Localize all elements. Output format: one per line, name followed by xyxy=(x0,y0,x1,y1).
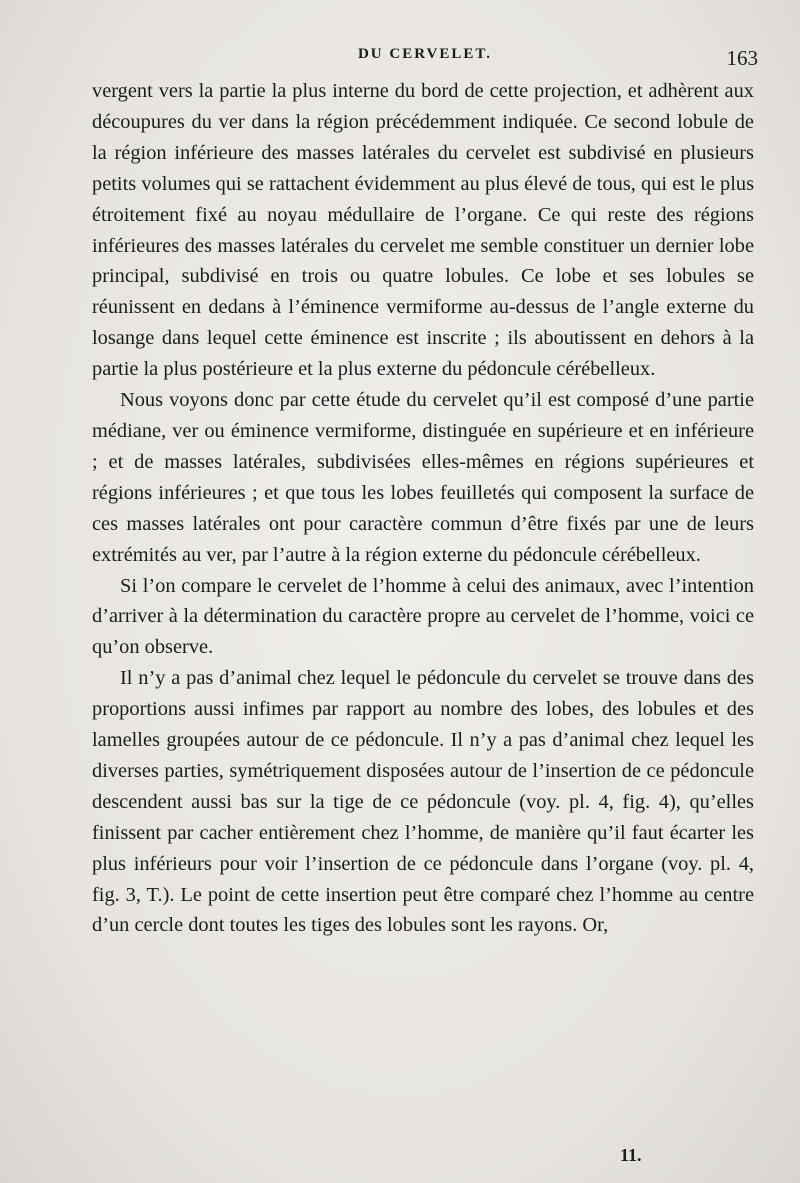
page-header xyxy=(92,46,758,74)
signature-mark: 11. xyxy=(620,1145,642,1165)
page-number: 163 xyxy=(726,46,758,70)
paragraph-1: vergent vers la partie la plus interne du bord de cette projection, et adhèrent aux découpures du ver dans la région précédemment indiquée. Ce second lobule de la région inférieure des masses latérales du cervelet est subdivisé en plusieurs petits volumes qui se rattachent évidemment au plus élevé de tous, qui est le plus étroitement fixé au noyau médullaire de l’organe. Ce qui reste des régions inférieures des masses latérales du cervelet me semble constituer un dernier lobe principal, subdivisé en trois ou quatre lobules. Ce lobe et ses lobules se réunissent en dedans à l’éminence vermiforme au-dessus de l’angle externe du losange dans lequel cette éminence est inscrite ; ils aboutissent en dehors à la partie la plus postérieure et la plus externe du pédoncule cérébelleux. xyxy=(92,80,754,381)
paragraph-4: Il n’y a pas d’animal chez lequel le pédoncule du cervelet se trouve dans des proportions aussi infimes par rapport au nombre des lobes, des lobules et des lamelles groupées autour de ce pédoncule. Il n’y a pas d’animal chez lequel les diverses parties, symétriquement disposées autour de l’insertion de ce pédoncule descendent aussi bas sur la tige de ce pédoncule (voy. pl. 4, fig. 4), qu’elles finissent par cacher entièrement chez l’homme, de manière qu’il faut écarter les plus inférieurs pour voir l’insertion de ce pédoncule dans l’organe (voy. pl. 4, fig. 3, T.). Le point de cette insertion peut être comparé chez l’homme au centre d’un cercle dont toutes les tiges des lobules sont les rayons. Or, xyxy=(92,667,754,937)
body-text xyxy=(92,76,754,941)
running-head: DU CERVELET. xyxy=(357,46,493,62)
paragraph-2: Nous voyons donc par cette étude du cervelet qu’il est composé d’une partie médiane, ver ou éminence vermiforme, distinguée en supérieure et en inférieure ; et de masses latérales, subdivisées elles-mêmes en régions supérieures et régions inférieures ; et que tous les lobes feuilletés qui composent la surface de ces masses latérales ont pour caractère commun d’être fixés par une de leurs extrémités au ver, par l’autre à la région externe du pédoncule cérébelleux. xyxy=(92,389,754,566)
paragraph-3: Si l’on compare le cervelet de l’homme à celui des animaux, avec l’intention d’arriver à la détermination du caractère propre au cervelet de l’homme, voici ce qu’on observe. xyxy=(92,574,754,659)
